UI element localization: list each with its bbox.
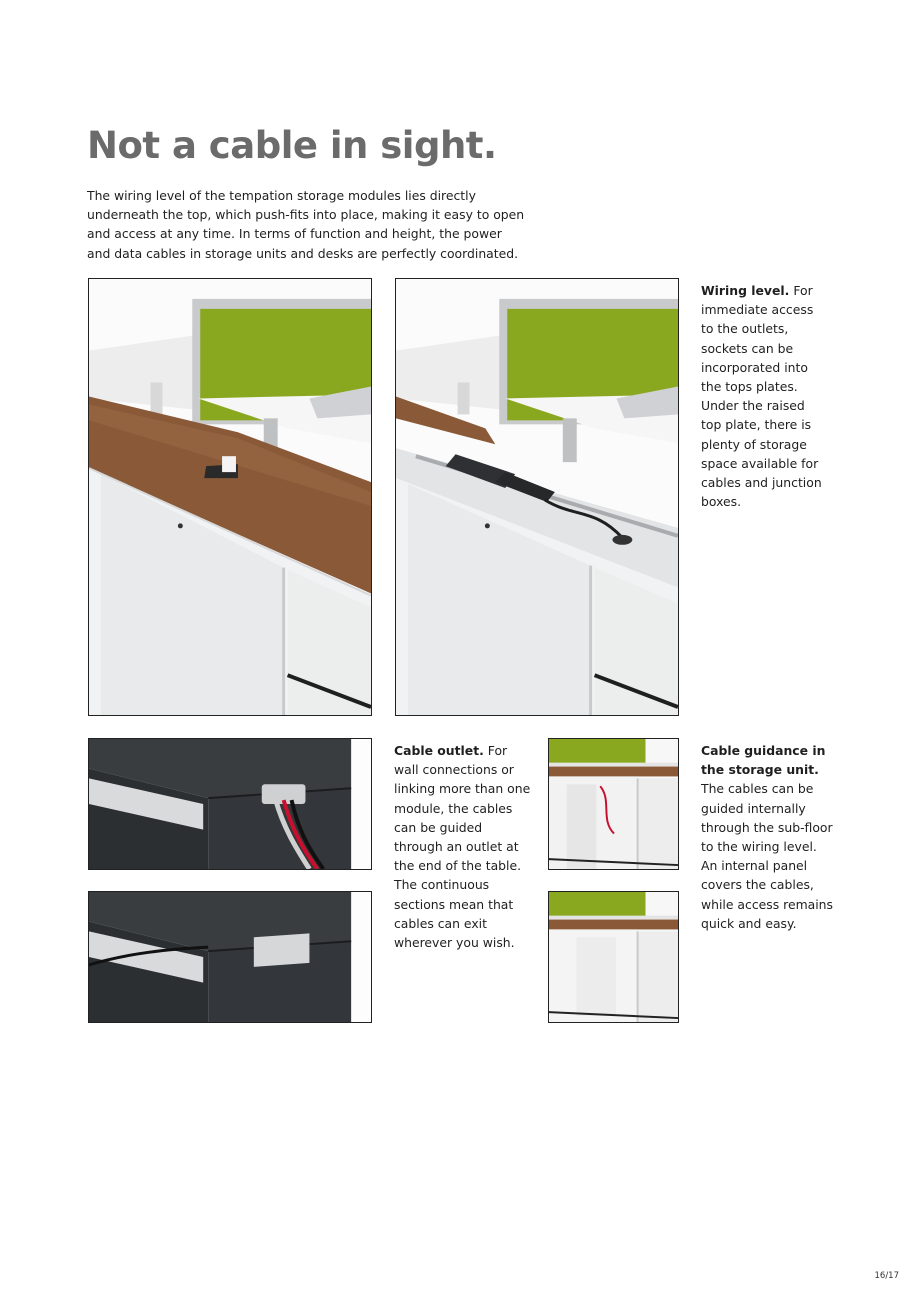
photo-cable-outlet-open [88,738,372,870]
caption-cable-guidance-text: The cables can be guided internally through the sub-floor to the wiring level. An internal panel covers the cables, while access remains quick and easy. [701,781,833,931]
photo-cable-outlet-closed [88,891,372,1023]
intro-paragraph: The wiring level of the tempation storage modules lies directly underneath the top, which push-fits into place, making it easy to open and access at any time. In terms of function and height, the power and data cables in storage units and desks are perfectly coordinated. [87,188,525,261]
caption-cable-guidance [701,741,837,933]
caption-wiring-level-text: For immediate access to the outlets, sockets can be incorporated into the tops plates. Under the raised top plate, there is plenty of storage space available for cables and junction boxes. [701,283,822,510]
caption-cable-outlet-lead: Cable outlet. [394,743,484,758]
caption-wiring-level [701,281,829,511]
photo-cable-guidance-closed [548,891,679,1023]
page-number: 16/17 [874,1271,899,1281]
photo-closed-top-with-socket [88,278,372,716]
photo-raised-top-wiring [395,278,679,716]
caption-cable-outlet [394,741,534,952]
photo-cable-guidance-open [548,738,679,870]
caption-wiring-level-lead: Wiring level. [701,283,790,298]
caption-cable-guidance-lead: Cable guidance in the storage unit. [701,743,826,778]
page-title: Not a cable in sight. [87,124,497,167]
caption-cable-outlet-text: For wall connections or linking more than one module, the cables can be guided through an outlet at the end of the table. The continuous sections mean that cables can exit wherever you wish. [394,743,531,951]
